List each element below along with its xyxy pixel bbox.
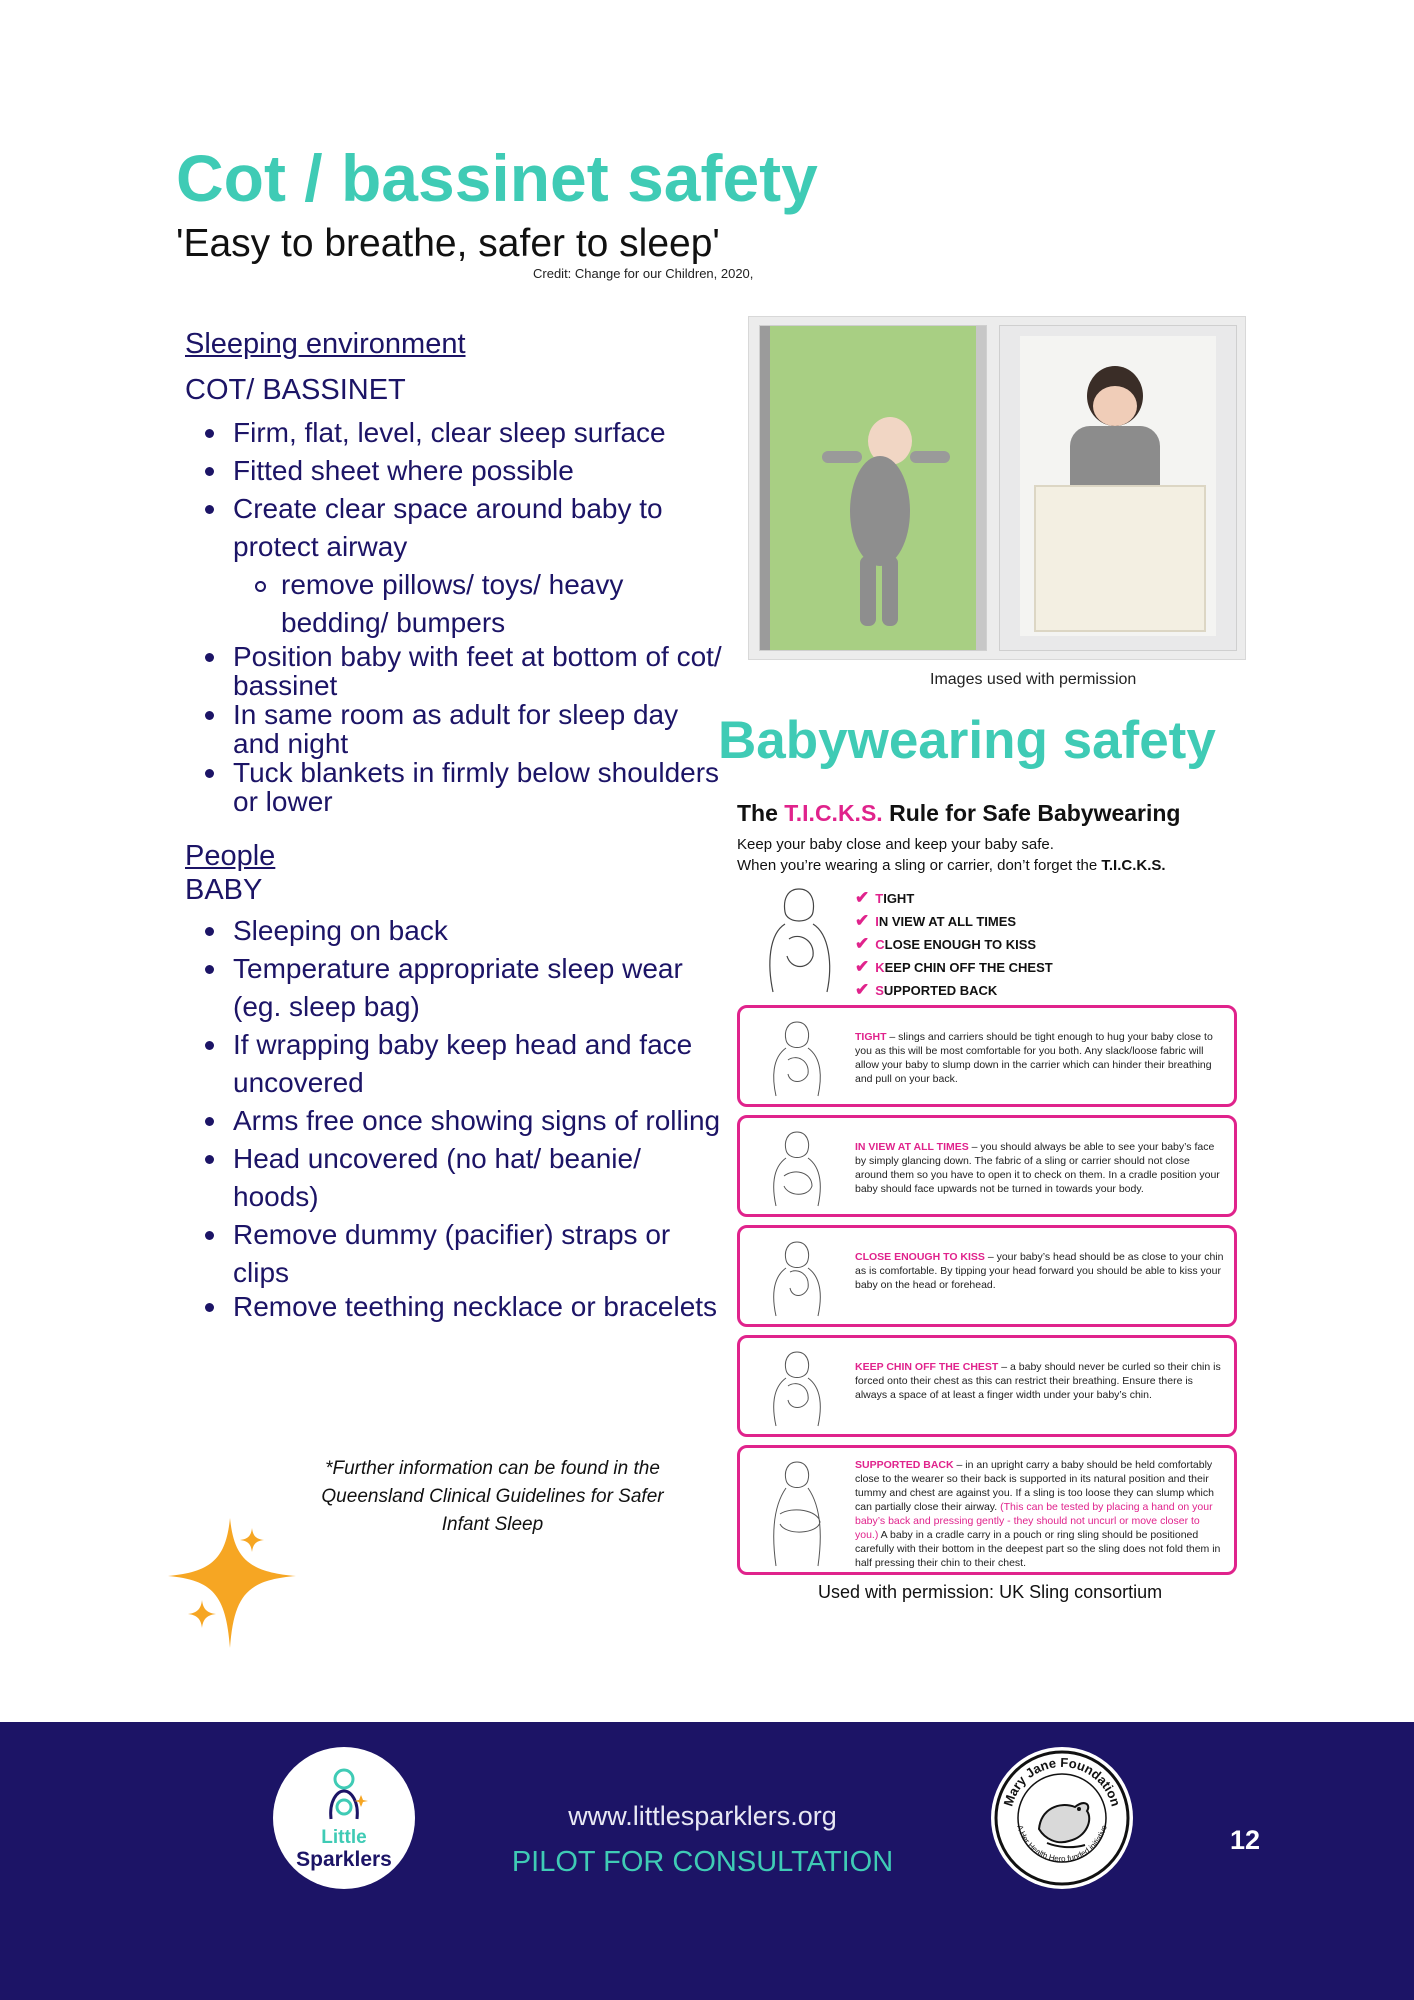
baby-label: BABY [185, 874, 263, 906]
list-subitem: remove pillows/ toys/ heavy bedding/ bumpers [185, 566, 730, 642]
credit-text: Credit: Change for our Children, 2020, [533, 266, 754, 281]
page-number: 12 [1230, 1825, 1261, 1855]
cot-bassinet-label: COT/ BASSINET [185, 374, 406, 406]
mary-jane-foundation-logo [991, 1747, 1133, 1889]
people-list [185, 912, 730, 1321]
page-title: Cot / bassinet safety [176, 141, 818, 215]
baby-in-bassinet-photo [999, 325, 1237, 651]
ticks-checklist [855, 886, 1053, 1001]
sling-permission-caption: Used with permission: UK Sling consortium [818, 1582, 1163, 1602]
wearer-illustration [762, 1018, 832, 1098]
sleeping-environment-heading: Sleeping environment [185, 328, 466, 360]
list-item: Remove teething necklace or bracelets [185, 1292, 730, 1321]
wearer-illustration [762, 1458, 832, 1568]
ticks-check-item: ✔ KEEP CHIN OFF THE CHEST [855, 957, 1053, 976]
ticks-heading: The T.I.C.K.S. Rule for Safe Babywearing [737, 800, 1181, 826]
check-icon: ✔ [855, 911, 870, 930]
sparkle-icon [168, 1518, 298, 1648]
website-link[interactable]: www.littlesparklers.org [568, 1801, 837, 1831]
list-item: Arms free once showing signs of rolling [185, 1102, 730, 1140]
cot-photos [748, 316, 1246, 660]
further-info-note: *Further information can be found in the Queensland Clinical Guidelines for Safer Infant Sleep [321, 1458, 664, 1535]
ticks-check-item: ✔ SUPPORTED BACK [855, 980, 998, 999]
check-icon: ✔ [855, 980, 870, 999]
ticks-check-item: ✔ IN VIEW AT ALL TIMES [855, 911, 1017, 930]
list-item: Create clear space around baby to protect airway [185, 490, 730, 566]
list-item: Firm, flat, level, clear sleep surface [185, 414, 730, 452]
wearer-illustration [759, 884, 839, 994]
wearer-illustration [762, 1238, 832, 1318]
check-icon: ✔ [855, 957, 870, 976]
babywearing-title: Babywearing safety [718, 711, 1216, 770]
wearer-illustration [762, 1348, 832, 1428]
list-item: Head uncovered (no hat/ beanie/ hoods) [185, 1140, 730, 1216]
ticks-box-keep-chin: KEEP CHIN OFF THE CHEST – a baby should never be curled so their chin is forced onto their chest as this can restrict their breathing. Ensure there is always a space of at least a finger width under your baby’s chin. [737, 1335, 1237, 1437]
ticks-box-tight: TIGHT – slings and carriers should be tight enough to hug your baby close to you as this will be most comfortable for you both. Any slack/loose fabric will allow your baby to slump down in the carrier which can hinder their breathing and pull on your back. [737, 1005, 1237, 1107]
wearer-illustration [762, 1128, 832, 1208]
list-item: Position baby with feet at bottom of cot/ bassinet [185, 642, 730, 700]
list-item: Temperature appropriate sleep wear (eg. sleep bag) [185, 950, 730, 1026]
baby-in-cot-photo [759, 325, 987, 651]
check-icon: ✔ [855, 888, 870, 907]
ticks-intro: Keep your baby close and keep your baby safe. When you’re wearing a sling or carrier, don’t forget the T.I.C.K.S. [737, 836, 1166, 874]
list-item: Fitted sheet where possible [185, 452, 730, 490]
pilot-label: PILOT FOR CONSULTATION [511, 1846, 894, 1878]
check-icon: ✔ [855, 934, 870, 953]
ticks-check-item: ✔ TIGHT [855, 888, 915, 907]
ticks-box-in-view: IN VIEW AT ALL TIMES – you should always be able to see your baby’s face by simply glancing down. The fabric of a sling or carrier should not close around them so you have to open it to check on them. In a cradle position your baby should face upwards not be turned in towards your body. [737, 1115, 1237, 1217]
list-item: Sleeping on back [185, 912, 730, 950]
little-sparklers-logo [273, 1747, 415, 1889]
sleeping-environment-list [185, 414, 730, 816]
ticks-check-item: ✔ CLOSE ENOUGH TO KISS [855, 934, 1037, 953]
logo-sparklers-text: Sparklers [296, 1848, 392, 1871]
logo-little-text: Little [321, 1827, 367, 1848]
ticks-box-close-enough: CLOSE ENOUGH TO KISS – your baby’s head should be as close to your chin as is comfortable. By tipping your head forward you should be able to kiss your baby on the head or forehead. [737, 1225, 1237, 1327]
logo-foundation-text: Mary Jane Foundation [1000, 1754, 1124, 1809]
photos-caption: Images used with permission [930, 671, 1137, 688]
page-subtitle: 'Easy to breathe, safer to sleep' [176, 222, 720, 265]
ticks-infographic [737, 800, 1241, 1580]
logo-figure-icon [319, 1765, 369, 1825]
list-item: In same room as adult for sleep day and night [185, 700, 730, 758]
bird-seal-icon [991, 1747, 1133, 1889]
list-item: Tuck blankets in firmly below shoulders or lower [185, 758, 730, 816]
logo-foundation-subtext: A Her Health Hero funded initiative [1015, 1824, 1109, 1864]
list-item: Remove dummy (pacifier) straps or clips [185, 1216, 730, 1292]
svg-text:Mary Jane Foundation [1000, 1755, 1123, 1808]
list-item: If wrapping baby keep head and face uncovered [185, 1026, 730, 1102]
people-heading: People [185, 840, 276, 872]
ticks-box-supported-back: SUPPORTED BACK – in an upright carry a baby should be held comfortably close to the wearer so their back is supported in its natural position and their tummy and chest are against you. If a sling is too loose they can slump which can partially close their airway. (This can be tested by placing a hand on your baby’s back and pressing gently - they should not uncurl or move closer to you.) A baby in a cradle carry in a pouch or ring sling should be positioned carefully with their bottom in the deepest part so the sling does not fold them in half pressing their chin to their chest. [737, 1445, 1237, 1575]
